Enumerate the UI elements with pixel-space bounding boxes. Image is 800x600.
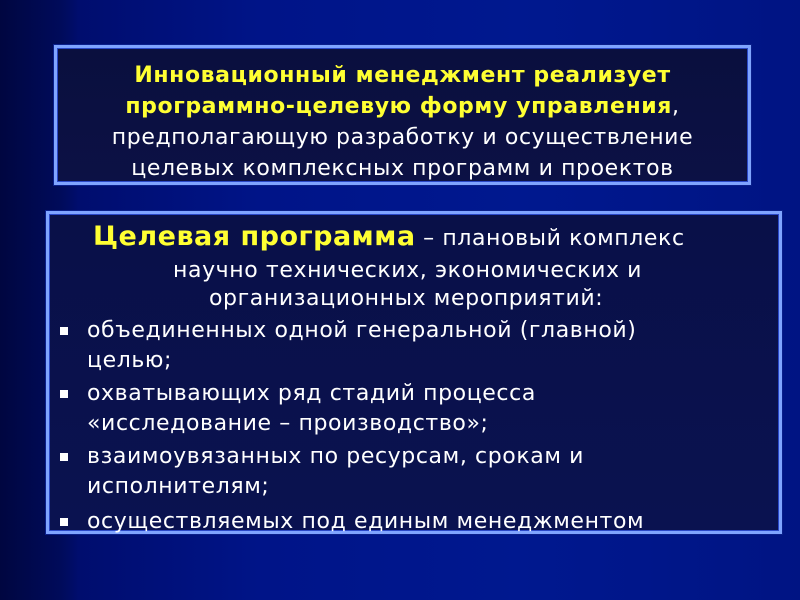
criteria-list <box>49 316 779 537</box>
list-item-text: осуществляемых под единым менеджментом <box>87 509 645 534</box>
definition-title-row <box>93 221 685 252</box>
square-bullet-icon <box>60 327 68 335</box>
list-item <box>49 316 779 376</box>
list-item-text: объединенных одной генеральной (главной) целью; <box>87 318 637 373</box>
square-bullet-icon <box>60 453 68 461</box>
intro-line-3: предполагающую разработку и осуществление <box>111 125 694 150</box>
list-item-text: охватывающих ряд стадий процесса «исследование – производство»; <box>87 381 536 436</box>
definition-box <box>46 211 782 534</box>
square-bullet-icon <box>60 518 68 526</box>
list-item <box>49 507 779 537</box>
intro-line-2 <box>57 91 748 122</box>
list-item <box>49 442 779 502</box>
square-bullet-icon <box>60 390 68 398</box>
definition-line-2: научно технических, экономических и <box>173 258 643 283</box>
list-item <box>49 379 779 439</box>
definition-line-1: – плановый комплекс <box>415 226 685 251</box>
list-item-text: взаимоувязанных по ресурсам, срокам и исполнителям; <box>87 444 585 499</box>
definition-line-3: организационных мероприятий: <box>209 286 604 311</box>
intro-line-1: Инновационный менеджмент реализует <box>134 63 671 88</box>
intro-line-2-tail: , <box>672 94 680 119</box>
definition-term: Целевая программа <box>93 221 416 252</box>
intro-line-2-emphasis: программно-целевую форму управления <box>125 94 673 119</box>
intro-box <box>54 45 751 185</box>
intro-line-4: целевых комплексных программ и проектов <box>131 156 674 181</box>
